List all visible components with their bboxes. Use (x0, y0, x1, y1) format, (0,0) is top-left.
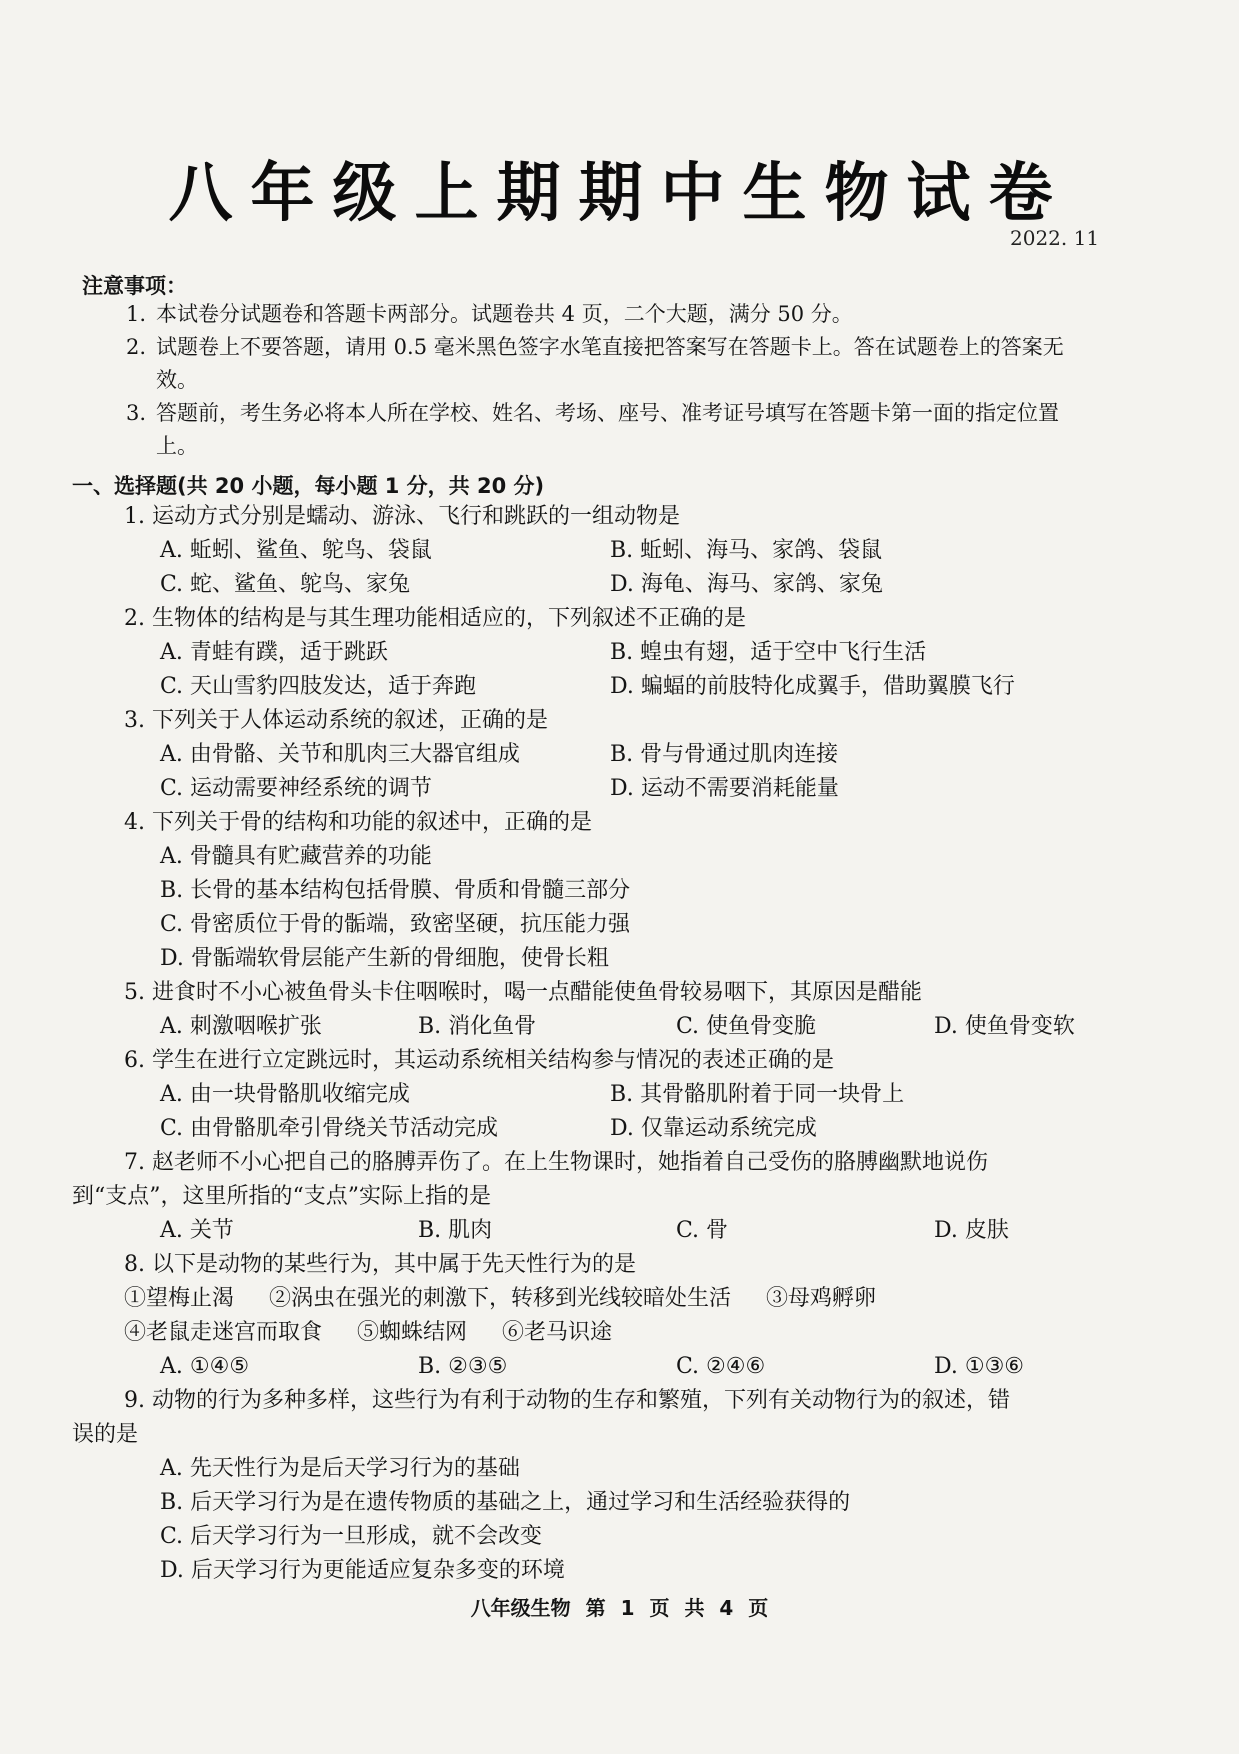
option-d: D. 骨骺端软骨层能产生新的骨细胞，使骨长粗 (160, 946, 609, 971)
option-b: B. 后天学习行为是在遗传物质的基础之上，通过学习和生活经验获得的 (160, 1490, 851, 1515)
option-d: D. 皮肤 (934, 1218, 1009, 1243)
behavior-item: ②涡虫在强光的刺激下，转移到光线较暗处生活 (269, 1286, 732, 1311)
exam-title: 八年级上期期中生物试卷 (168, 157, 1071, 231)
option-d: D. 蝙蝠的前肢特化成翼手，借助翼膜飞行 (610, 674, 1015, 699)
question-stem: 3. 下列关于人体运动系统的叙述，正确的是 (124, 708, 548, 733)
option-b: B. 消化鱼骨 (418, 1014, 537, 1039)
question-4 (72, 806, 1102, 976)
option-a: A. 蚯蚓、鲨鱼、鸵鸟、袋鼠 (160, 538, 432, 563)
option-group (72, 1078, 1102, 1146)
behavior-item: ①望梅止渴 (124, 1286, 235, 1311)
question-9 (72, 1384, 1102, 1588)
option-b: B. 长骨的基本结构包括骨膜、骨质和骨髓三部分 (160, 878, 631, 903)
exam-date: 2022. 11 (1010, 226, 1100, 250)
question-stem: 8. 以下是动物的某些行为，其中属于先天性行为的是 (124, 1252, 636, 1277)
option-c: C. 运动需要神经系统的调节 (160, 776, 433, 801)
option-a: A. 关节 (160, 1218, 234, 1243)
behavior-item: ⑤蜘蛛结网 (357, 1320, 468, 1345)
option-c: C. 天山雪豹四肢发达，适于奔跑 (160, 674, 477, 699)
option-c: C. 后天学习行为一旦形成，就不会改变 (160, 1524, 543, 1549)
notice-item-number: 2. (126, 335, 147, 359)
option-b: B. 蚯蚓、海马、家鸽、袋鼠 (610, 538, 883, 563)
question-stem: 1. 运动方式分别是蠕动、游泳、飞行和跳跃的一组动物是 (124, 504, 680, 529)
option-d: D. 仅靠运动系统完成 (610, 1116, 817, 1141)
behavior-item: ④老鼠走迷宫而取食 (124, 1320, 323, 1345)
option-group (72, 1214, 1102, 1248)
option-b: B. 肌肉 (418, 1218, 493, 1243)
question-list (72, 500, 1102, 1588)
notice-item (126, 331, 1096, 397)
question-stem-continued: 到“支点”，这里所指的“支点”实际上指的是 (72, 1184, 491, 1209)
option-a: A. 由骨骼、关节和肌肉三大器官组成 (160, 742, 520, 767)
option-c: C. 由骨骼肌牵引骨绕关节活动完成 (160, 1116, 499, 1141)
question-5 (72, 976, 1102, 1044)
option-d: D. 使鱼骨变软 (934, 1014, 1075, 1039)
notice-item (126, 298, 1096, 331)
option-group (72, 636, 1102, 704)
option-a: A. 骨髓具有贮藏营养的功能 (160, 844, 432, 869)
question-7 (72, 1146, 1102, 1248)
option-d: D. ①③⑥ (934, 1354, 1025, 1379)
option-c: C. 使鱼骨变脆 (676, 1014, 817, 1039)
option-b: B. 骨与骨通过肌肉连接 (610, 742, 839, 767)
page-footer: 八年级生物 第 1 页 共 4 页 (470, 1596, 769, 1620)
behavior-items-line-2 (72, 1316, 1102, 1350)
question-1 (72, 500, 1102, 602)
option-a: A. 青蛙有蹼，适于跳跃 (160, 640, 388, 665)
option-b: B. 其骨骼肌附着于同一块骨上 (610, 1082, 905, 1107)
notice-item-text: 试题卷上不要答题，请用 0.5 毫米黑色签字水笔直接把答案写在答题卡上。答在试题卷上的答案无效。 (156, 335, 1064, 392)
option-d: D. 后天学习行为更能适应复杂多变的环境 (160, 1558, 565, 1583)
question-3 (72, 704, 1102, 806)
question-stem: 2. 生物体的结构是与其生理功能相适应的，下列叙述不正确的是 (124, 606, 746, 631)
option-b: B. 蝗虫有翅，适于空中飞行生活 (610, 640, 927, 665)
notice-item (126, 397, 1096, 463)
option-a: A. ①④⑤ (160, 1354, 250, 1379)
behavior-items-line-1 (72, 1282, 1102, 1316)
notice-item-text: 答题前，考生务必将本人所在学校、姓名、考场、座号、准考证号填写在答题卡第一面的指定位置上。 (156, 401, 1059, 458)
behavior-item: ⑥老马识途 (502, 1320, 613, 1345)
question-stem: 9. 动物的行为多种多样，这些行为有利于动物的生存和繁殖，下列有关动物行为的叙述，错 (124, 1388, 1010, 1413)
question-6 (72, 1044, 1102, 1146)
option-c: C. 骨 (676, 1218, 729, 1243)
option-c: C. 骨密质位于骨的骺端，致密坚硬，抗压能力强 (160, 912, 631, 937)
question-stem: 4. 下列关于骨的结构和功能的叙述中，正确的是 (124, 810, 592, 835)
option-d: D. 运动不需要消耗能量 (610, 776, 839, 801)
notice-item-number: 1. (126, 302, 147, 326)
option-b: B. ②③⑤ (418, 1354, 508, 1379)
question-stem-continued: 误的是 (72, 1422, 139, 1447)
option-c: C. 蛇、鲨鱼、鸵鸟、家兔 (160, 572, 411, 597)
option-a: A. 先天性行为是后天学习行为的基础 (160, 1456, 520, 1481)
notice-heading: 注意事项： (82, 274, 187, 298)
question-stem: 6. 学生在进行立定跳远时，其运动系统相关结构参与情况的表述正确的是 (124, 1048, 834, 1073)
notice-item-text: 本试卷分试题卷和答题卡两部分。试题卷共 4 页，二个大题，满分 50 分。 (156, 302, 853, 326)
option-group (72, 1010, 1102, 1044)
behavior-item: ③母鸡孵卵 (766, 1286, 877, 1311)
option-a: A. 由一块骨骼肌收缩完成 (160, 1082, 410, 1107)
section-heading: 一、选择题(共 20 小题，每小题 1 分，共 20 分) (72, 474, 545, 498)
notice-list (126, 298, 1096, 463)
question-2 (72, 602, 1102, 704)
question-8 (72, 1248, 1102, 1384)
option-group (72, 1350, 1102, 1384)
question-stem: 7. 赵老师不小心把自己的胳膊弄伤了。在上生物课时，她指着自己受伤的胳膊幽默地说伤 (124, 1150, 988, 1175)
option-d: D. 海龟、海马、家鸽、家兔 (610, 572, 883, 597)
option-group (72, 534, 1102, 602)
question-stem: 5. 进食时不小心被鱼骨头卡住咽喉时，喝一点醋能使鱼骨较易咽下，其原因是醋能 (124, 980, 922, 1005)
notice-item-number: 3. (126, 401, 147, 425)
option-group (72, 738, 1102, 806)
option-c: C. ②④⑥ (676, 1354, 766, 1379)
option-a: A. 刺激咽喉扩张 (160, 1014, 322, 1039)
